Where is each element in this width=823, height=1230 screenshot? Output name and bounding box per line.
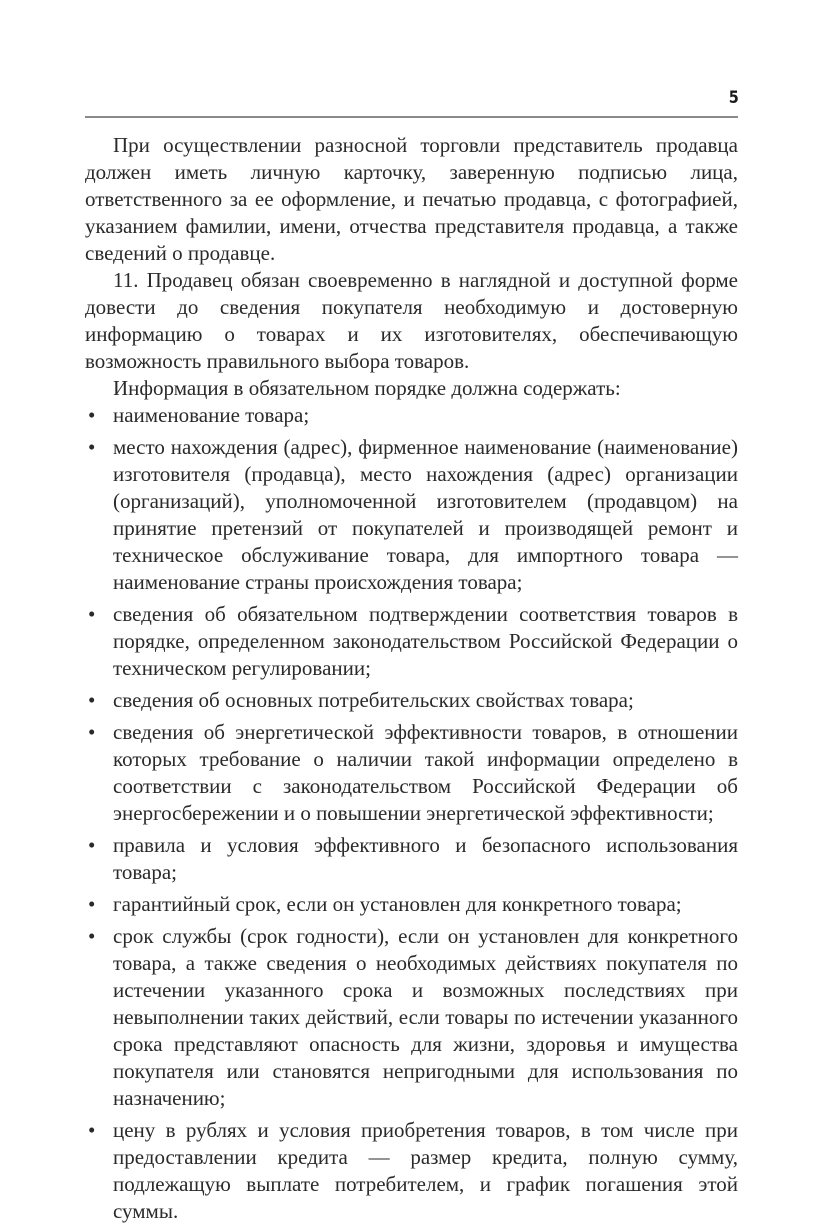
list-item-text: срок службы (срок годности), если он установлен для конкретного товара, а также сведения о необходимых действиях покупателя по истечении указанного срока и возможных последствиях при невыполнении таких действий, если товары по истечении указанного срока представляют опасность для жизни, здоровья и имущества покупателя или становятся непригодными для использования по назначению;: [113, 924, 738, 1110]
page-number: 5: [728, 88, 738, 108]
list-item-text: место нахождения (адрес), фирменное наименование (наименование) изготовителя (продавца), место нахождения (адрес) организации (организаций), уполномоченной изготовителем (продавцом) на принятие претензий от покупателей и производящей ремонт и техническое обслуживание товара, для импортного товара — наименование страны происхождения товара;: [113, 435, 738, 594]
list-item-text: сведения об обязательном подтверждении соответствия товаров в порядке, определенном законодательством Российской Федерации о техническом регулировании;: [113, 602, 738, 680]
list-item-text: сведения об основных потребительских свойствах товара;: [113, 688, 634, 712]
list-item: [85, 1117, 738, 1225]
list-item: [85, 687, 738, 714]
paragraph-information-intro: Информация в обязательном порядке должна содержать:: [113, 376, 621, 400]
paragraph-clause-11: 11. Продавец обязан своевременно в наглядной и доступной форме довести до сведения покупателя необходимую и достоверную информацию о товарах и их изготовителях, обеспечивающую возможность правильного выбора товаров.: [85, 268, 738, 373]
list-item-text: цену в рублях и условия приобретения товаров, в том числе при предоставлении кредита — размер кредита, полную сумму, подлежащую выплате потребителем, и график погашения этой суммы.: [113, 1118, 738, 1223]
page-header: [85, 88, 738, 118]
paragraph-peddling-representative: При осуществлении разносной торговли представитель продавца должен иметь личную карточку, заверенную подписью лица, ответственного за ее оформление, и печатью продавца, с фотографией, указанием фамилии, имени, отчества представителя продавца, а также сведений о продавце.: [85, 133, 738, 265]
list-item-text: наименование товара;: [113, 403, 310, 427]
bullet-icon: •: [88, 720, 96, 744]
bullet-icon: •: [88, 892, 96, 916]
list-item: [85, 923, 738, 1112]
list-item-text: правила и условия эффективного и безопасного использования товара;: [113, 833, 738, 884]
bullet-icon: •: [88, 924, 96, 948]
list-item: [85, 891, 738, 918]
page-body: [85, 132, 738, 1225]
list-item: [85, 434, 738, 596]
list-item-text: сведения об энергетической эффективности товаров, в отношении которых требование о наличии такой информации определено в соответствии с законодательством Российской Федерации об энергосбережении и о повышении энергетической эффективности;: [113, 720, 738, 825]
bullet-icon: •: [88, 602, 96, 626]
list-item: [85, 402, 738, 429]
bullet-icon: •: [88, 1118, 96, 1142]
bullet-icon: •: [88, 688, 96, 712]
bullet-icon: •: [88, 833, 96, 857]
bullet-icon: •: [88, 435, 96, 459]
list-item: [85, 832, 738, 886]
list-item-text: гарантийный срок, если он установлен для конкретного товара;: [113, 892, 682, 916]
document-page: [85, 88, 738, 1230]
bullet-icon: •: [88, 403, 96, 427]
list-item: [85, 601, 738, 682]
list-item: [85, 719, 738, 827]
required-information-list: [85, 402, 738, 1225]
